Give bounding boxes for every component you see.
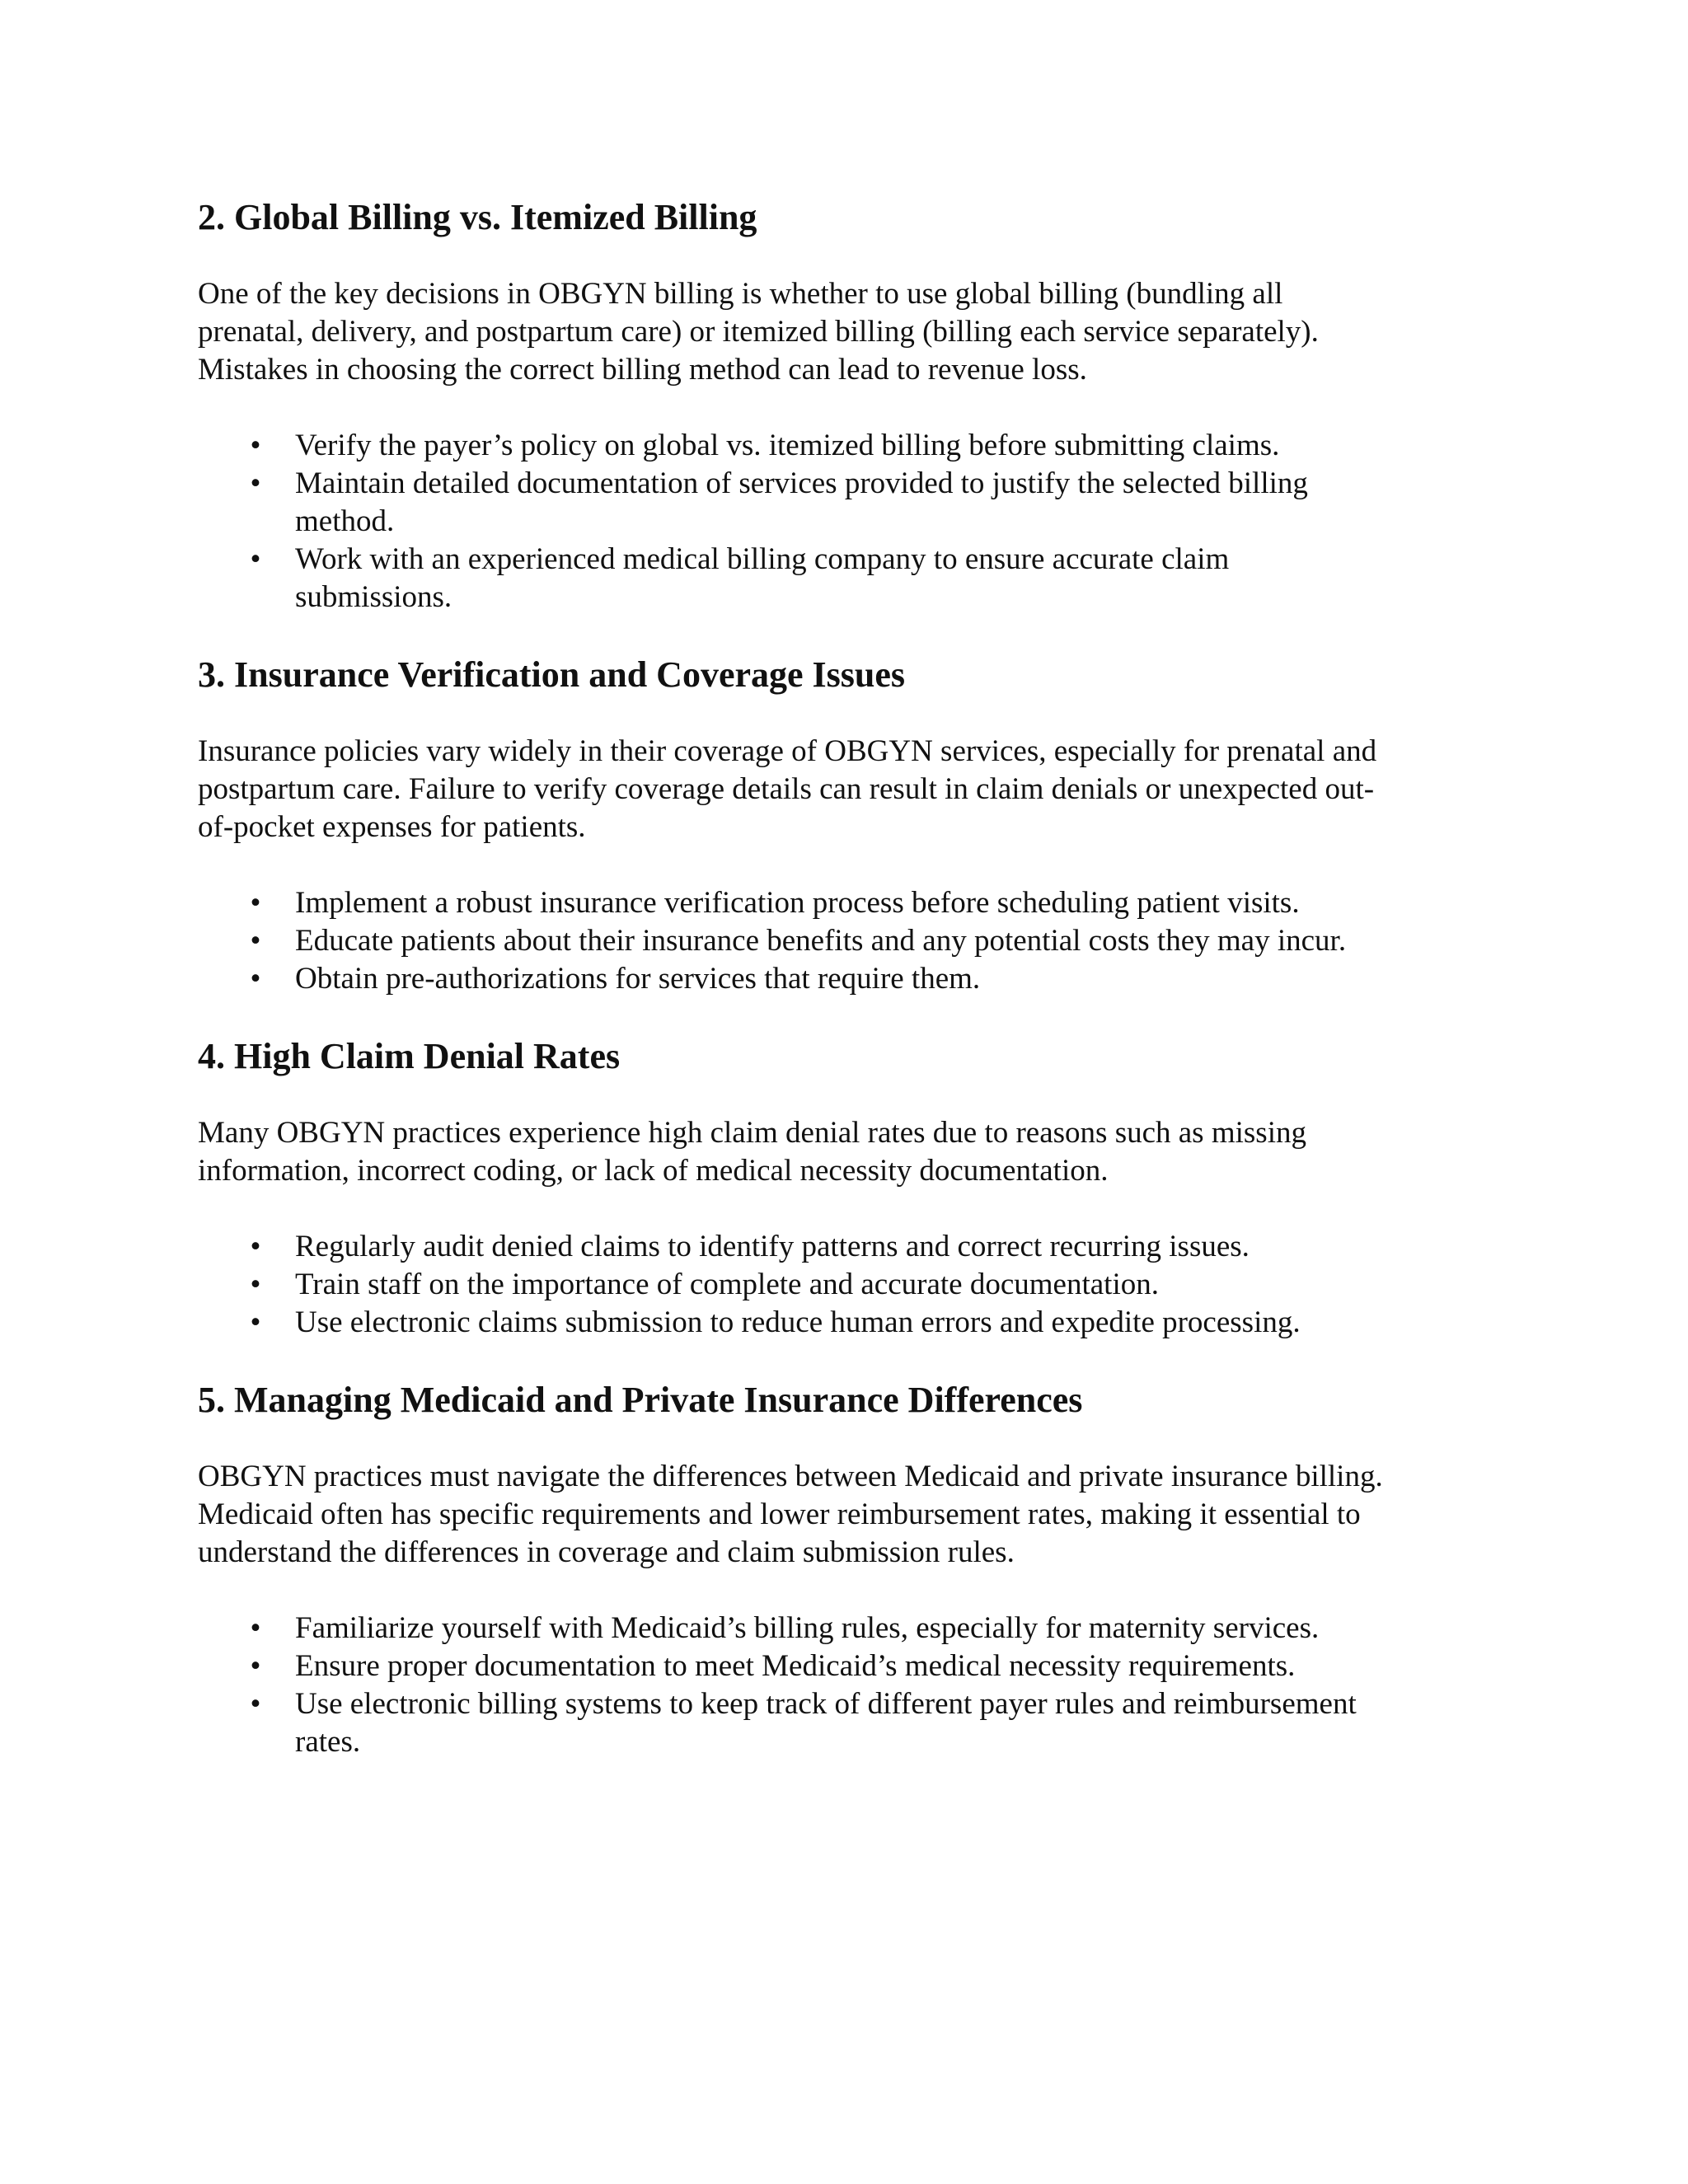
list-item xyxy=(198,1685,1484,1761)
list-item-text: Verify the payer’s policy on global vs. itemized billing before submitting claims. xyxy=(295,429,1280,462)
paragraph-line: Insurance policies vary widely in their coverage of OBGYN services, especially for prenatal and xyxy=(198,734,1377,768)
bullet-icon: • xyxy=(250,962,261,996)
list-item xyxy=(198,960,1484,998)
list-item-text: Regularly audit denied claims to identify patterns and correct recurring issues. xyxy=(295,1230,1250,1263)
section-paragraph xyxy=(198,1114,1484,1190)
paragraph-line: Medicaid often has specific requirements and lower reimbursement rates, making it essential to xyxy=(198,1497,1361,1531)
bullet-icon: • xyxy=(250,1687,261,1721)
bullet-icon: • xyxy=(250,886,261,920)
bullet-icon: • xyxy=(250,1268,261,1301)
section-heading: 2. Global Billing vs. Itemized Billing xyxy=(198,197,757,237)
list-item-text: Educate patients about their insurance benefits and any potential costs they may incur. xyxy=(295,924,1347,958)
section-heading: 4. High Claim Denial Rates xyxy=(198,1036,621,1076)
list-item xyxy=(198,884,1484,922)
paragraph-line: information, incorrect coding, or lack of medical necessity documentation. xyxy=(198,1154,1109,1188)
paragraph-line: One of the key decisions in OBGYN billing is whether to use global billing (bundling all xyxy=(198,277,1283,311)
list-item xyxy=(198,1647,1484,1685)
list-item xyxy=(198,1266,1484,1304)
bullet-icon: • xyxy=(250,1649,261,1683)
list-item xyxy=(198,427,1484,465)
paragraph-line: Many OBGYN practices experience high claim denial rates due to reasons such as missing xyxy=(198,1116,1306,1150)
list-item xyxy=(198,541,1484,616)
paragraph-line: of-pocket expenses for patients. xyxy=(198,810,586,844)
list-item-text: Implement a robust insurance verification process before scheduling patient visits. xyxy=(295,886,1300,920)
bullet-icon: • xyxy=(250,924,261,958)
section-heading: 3. Insurance Verification and Coverage Issues xyxy=(198,654,906,695)
list-item-text: Work with an experienced medical billing company to ensure accurate claim xyxy=(295,542,1230,576)
paragraph-line: Mistakes in choosing the correct billing method can lead to revenue loss. xyxy=(198,353,1087,387)
paragraph-line: understand the differences in coverage and claim submission rules. xyxy=(198,1535,1015,1569)
bullet-icon: • xyxy=(250,1230,261,1263)
list-item-text: Familiarize yourself with Medicaid’s billing rules, especially for maternity services. xyxy=(295,1611,1320,1645)
paragraph-line: prenatal, delivery, and postpartum care) or itemized billing (billing each service separately). xyxy=(198,315,1319,349)
section-global-billing xyxy=(198,196,1484,616)
list-item-text: submissions. xyxy=(295,580,452,614)
bullet-list xyxy=(198,884,1484,998)
section-paragraph xyxy=(198,1458,1484,1572)
paragraph-line: OBGYN practices must navigate the differences between Medicaid and private insurance billing. xyxy=(198,1460,1383,1493)
list-item xyxy=(198,1228,1484,1266)
list-item xyxy=(198,1304,1484,1342)
section-paragraph xyxy=(198,733,1484,846)
list-item xyxy=(198,465,1484,541)
paragraph-line: postpartum care. Failure to verify coverage details can result in claim denials or unexpected out- xyxy=(198,772,1375,806)
bullet-icon: • xyxy=(250,466,261,500)
bullet-icon: • xyxy=(250,429,261,462)
section-heading: 5. Managing Medicaid and Private Insurance Differences xyxy=(198,1380,1083,1420)
section-claim-denials xyxy=(198,1035,1484,1342)
list-item-text: Use electronic billing systems to keep track of different payer rules and reimbursement xyxy=(295,1687,1357,1721)
list-item-text: method. xyxy=(295,504,395,538)
section-paragraph xyxy=(198,275,1484,389)
list-item-text: Ensure proper documentation to meet Medicaid’s medical necessity requirements. xyxy=(295,1649,1296,1683)
list-item-text: Maintain detailed documentation of services provided to justify the selected billing xyxy=(295,466,1308,500)
bullet-icon: • xyxy=(250,1305,261,1339)
list-item-text: Use electronic claims submission to reduce human errors and expedite processing. xyxy=(295,1305,1301,1339)
list-item xyxy=(198,1610,1484,1647)
bullet-list xyxy=(198,427,1484,616)
list-item-text: rates. xyxy=(295,1725,361,1759)
bullet-list xyxy=(198,1610,1484,1761)
bullet-icon: • xyxy=(250,542,261,576)
bullet-icon: • xyxy=(250,1611,261,1645)
bullet-list xyxy=(198,1228,1484,1342)
list-item xyxy=(198,922,1484,960)
section-insurance-verification xyxy=(198,654,1484,998)
list-item-text: Train staff on the importance of complete and accurate documentation. xyxy=(295,1268,1159,1301)
list-item-text: Obtain pre-authorizations for services that require them. xyxy=(295,962,981,996)
section-medicaid-private xyxy=(198,1379,1484,1761)
